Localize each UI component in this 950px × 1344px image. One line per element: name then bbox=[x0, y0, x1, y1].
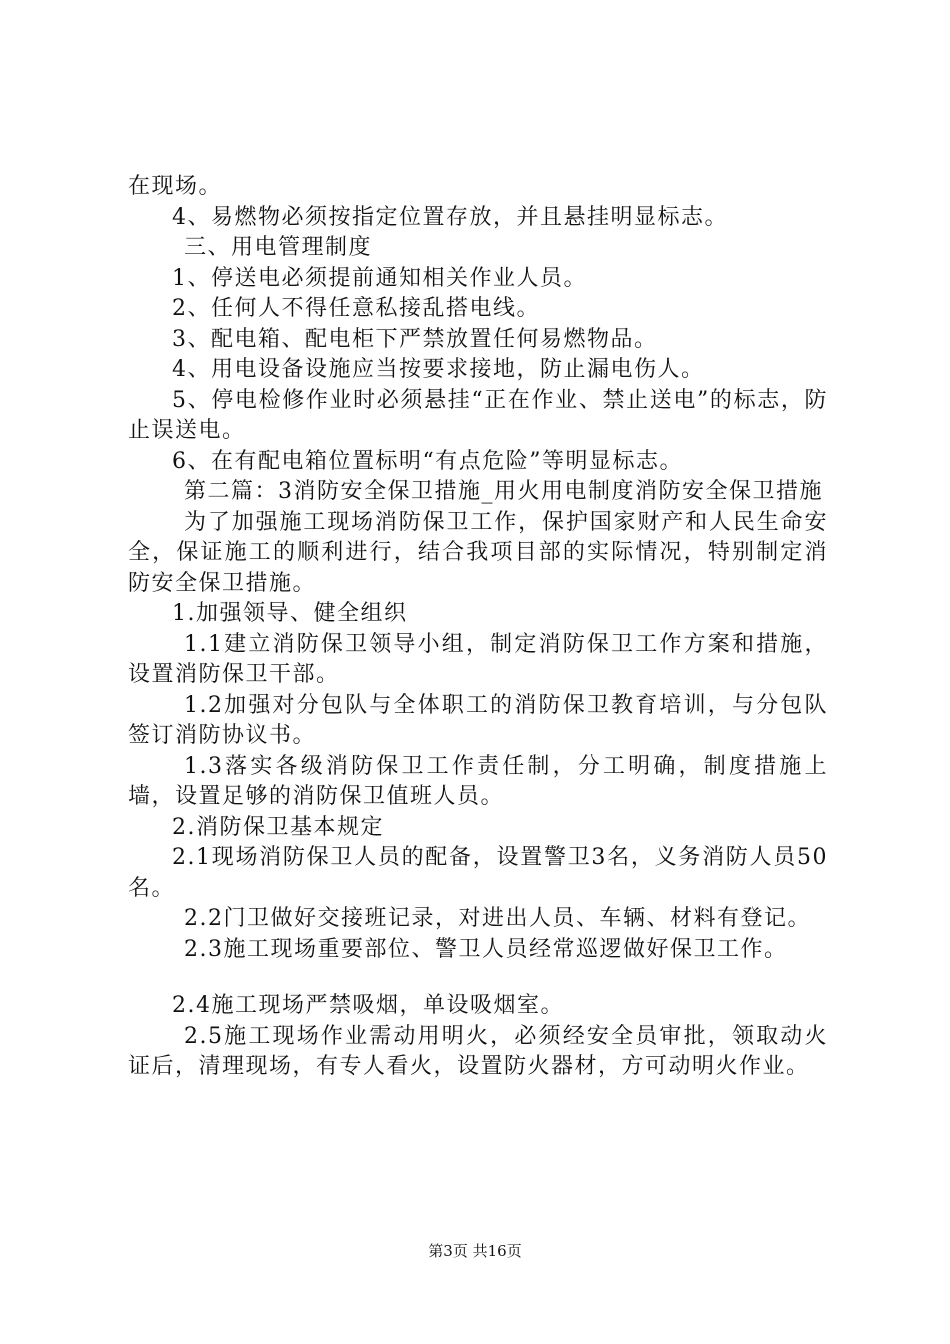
paragraph-p03: 1、停送电必须提前通知相关作业人员。 bbox=[172, 265, 587, 291]
paragraph-p11: 1.加强领导、健全组织 bbox=[172, 601, 408, 626]
paragraph-p04: 2、任何人不得任意私接乱搭电线。 bbox=[172, 296, 540, 321]
document-body bbox=[128, 172, 828, 1083]
paragraph-p00: 在现场。 bbox=[128, 174, 223, 199]
page-footer: 第3页 共16页 bbox=[428, 1242, 522, 1260]
paragraph-p15: 2.消防保卫基本规定 bbox=[172, 814, 384, 840]
paragraph-p14: 1.3落实各级消防保卫工作责任制，分工明确，制度措施上墙，设置足够的消防保卫值班人员。 bbox=[128, 753, 828, 809]
paragraph-p06: 4、用电设备设施应当按要求接地，防止漏电伤人。 bbox=[172, 357, 705, 382]
paragraph-p02: 三、用电管理制度 bbox=[184, 235, 373, 260]
paragraph-p16: 2.1现场消防保卫人员的配备，设置警卫3名，义务消防人员50名。 bbox=[128, 845, 828, 901]
paragraph-p20: 2.5施工现场作业需动用明火，必须经安全员审批，领取动火证后，清理现场，有专人看火，设置防火器材，方可动明火作业。 bbox=[128, 1023, 828, 1079]
paragraph-p13: 1.2加强对分包队与全体职工的消防保卫教育培训，与分包队签订消防协议书。 bbox=[128, 692, 828, 748]
paragraph-p19: 2.4施工现场严禁吸烟，单设吸烟室。 bbox=[172, 993, 564, 1018]
paragraph-p12: 1.1建立消防保卫领导小组，制定消防保卫工作方案和措施，设置消防保卫干部。 bbox=[128, 631, 828, 687]
paragraph-p05: 3、配电箱、配电柜下严禁放置任何易燃物品。 bbox=[172, 326, 658, 352]
paragraph-p10: 为了加强施工现场消防保卫工作，保护国家财产和人民生命安全，保证施工的顺利进行，结合我项目部的实际情况，特别制定消防安全保卫措施。 bbox=[128, 509, 828, 596]
paragraph-p07: 5、停电检修作业时必须悬挂“正在作业、禁止送电”的标志，防止误送电。 bbox=[128, 387, 828, 443]
paragraph-p09: 第二篇：3消防安全保卫措施_用火用电制度消防安全保卫措施 bbox=[184, 479, 823, 504]
paragraph-gap bbox=[128, 965, 828, 991]
paragraph-p01: 4、易燃物必须按指定位置存放，并且悬挂明显标志。 bbox=[172, 204, 728, 230]
paragraph-p08: 6、在有配电箱位置标明“有点危险”等明显标志。 bbox=[172, 448, 683, 474]
paragraph-p17: 2.2门卫做好交接班记录，对进出人员、车辆、材料有登记。 bbox=[184, 906, 811, 931]
paragraph-p18: 2.3施工现场重要部位、警卫人员经常巡逻做好保卫工作。 bbox=[184, 936, 788, 962]
